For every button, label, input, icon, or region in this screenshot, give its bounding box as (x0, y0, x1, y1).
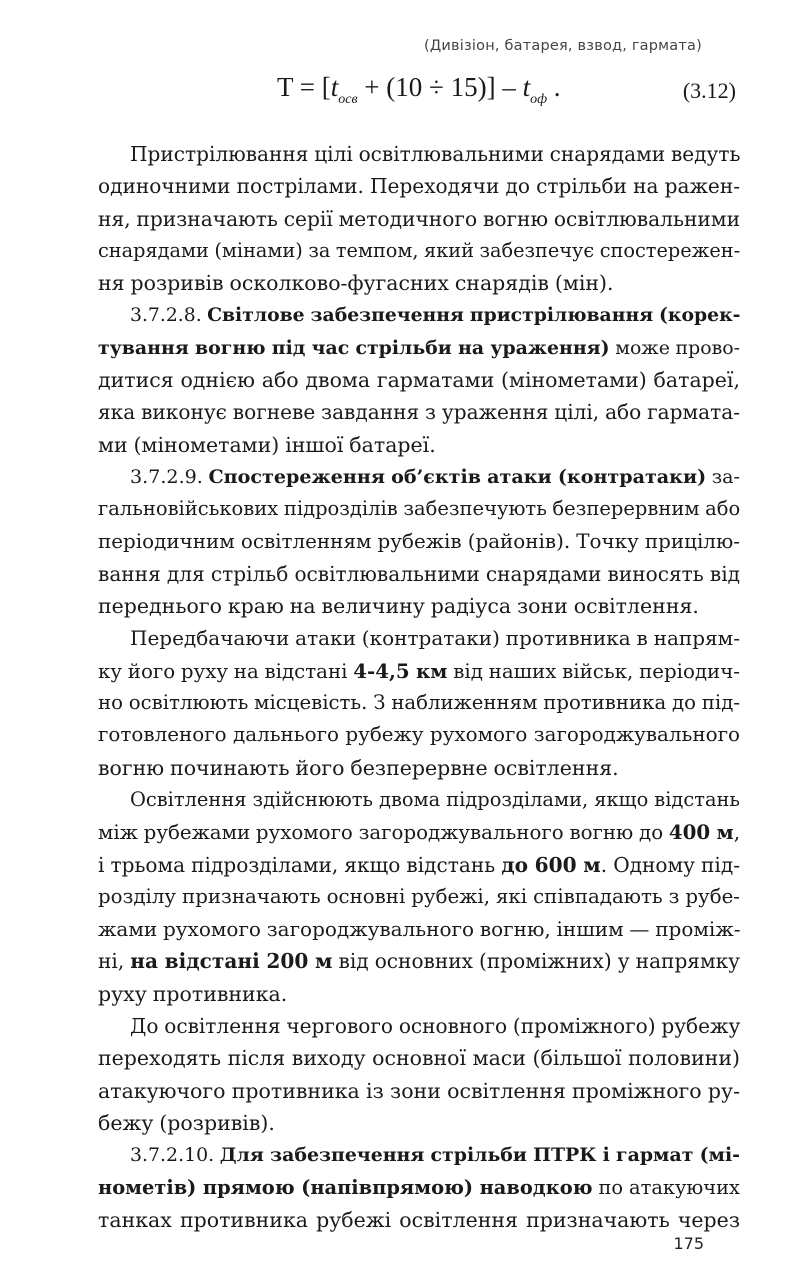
p5-line-3: і трьома підрозділами, якщо відстань до 600 м. Одному під- (98, 852, 741, 877)
p3-line-1: 3.7.2.9. Спостереження об’єктів атаки (контратаки) за- (130, 464, 741, 488)
formula-lhs: T = [ (277, 72, 331, 102)
bold-distance: 4-4,5 км (353, 658, 448, 683)
p7-line-2: нометів) прямою (напівпрямою) наводкою по атакуючих (98, 1175, 740, 1199)
formula-end: . (547, 72, 561, 102)
p1-line-1: Пристрілювання цілі освітлювальними снарядами ведуть (130, 142, 741, 166)
p1-line-2: одиночними пострілами. Переходячи до стрільби на ражен- (98, 174, 740, 199)
bold-heading: Спостереження об’єктів атаки (контратаки) (208, 464, 707, 488)
section-number: 3.7.2.10. (130, 1144, 220, 1167)
running-header: (Дивізіон, батарея, взвод, гармата) (424, 38, 702, 54)
page-number: 175 (673, 1234, 704, 1253)
p5-line-1: Освітлення здійснюють двома підрозділами, якщо відстань (130, 787, 740, 811)
p5-line-7: руху противника. (98, 981, 288, 1006)
p1-line-3: ня, призначають серії методичного вогню освітлювальними (98, 206, 741, 231)
p6-line-4: бежу (розривів). (98, 1110, 275, 1135)
p3-line-5: переднього краю на величину радіуса зони освітлення. (98, 594, 699, 619)
p2-line-4: яка виконує вогневе завдання з ураження цілі, або гармата- (98, 400, 740, 425)
bold-heading: Для забезпечення стрільби ПТРК і гармат (мі- (219, 1144, 740, 1167)
formula-sub-osv: осв (338, 92, 358, 107)
section-number: 3.7.2.9. (130, 464, 209, 488)
p5-line-2: між рубежами рухомого загороджувального вогню до 400 м, (98, 820, 741, 845)
p4-line-4: готовленого дальнього рубежу рухомого загороджувального (98, 723, 740, 747)
p4-line-5: вогню починають його безперервне освітлення. (98, 755, 619, 780)
p4-line-1: Передбачаючи атаки (контратаки) противника в напрям- (130, 626, 740, 651)
p1-line-5: ня розривів осколково-фугасних снарядів (мін). (98, 271, 614, 296)
formula-middle: + (10 ÷ 15)] – (357, 72, 523, 102)
bold-heading: нометів) прямою (напівпрямою) наводкою (98, 1175, 593, 1199)
p2-line-2: тування вогню під час стрільби на ураження) може прово- (98, 336, 740, 359)
formula (277, 72, 561, 107)
bold-distance: до 600 м (501, 852, 601, 877)
formula-sub-of: оф (530, 92, 548, 107)
p6-line-2: переходять після виходу основної маси (більшої половини) (98, 1046, 740, 1071)
p1-line-4: снарядами (мінами) за темпом, який забезпечує спостережен- (98, 238, 741, 262)
formula-t1: t (330, 72, 339, 102)
p2-line-5: ми (мінометами) іншої батареї. (98, 432, 436, 457)
p4-line-3: но освітлюють місцевість. З наближенням противника до під- (98, 691, 740, 715)
p3-line-2: гальновійськових підрозділів забезпечують безперервним або (98, 497, 741, 521)
p6-line-1: До освітлення чергового основного (проміжного) рубежу (130, 1014, 741, 1039)
p6-line-3: атакуючого противника із зони освітлення проміжного ру- (98, 1078, 740, 1103)
p5-line-6: ні, на відстані 200 м від основних (проміжних) у напрямку (98, 949, 740, 974)
bold-distance: на відстані 200 м (130, 949, 333, 974)
bold-heading: тування вогню під час стрільби на ураження) (98, 336, 610, 359)
bold-distance: 400 м (668, 820, 734, 845)
p3-line-3: періодичним освітленням рубежів (районів). Точку прицілю- (98, 529, 740, 553)
body-text (98, 138, 740, 1236)
p5-line-4: розділу призначають основні рубежі, які співпадають з рубе- (98, 884, 740, 908)
p7-line-1 (98, 1139, 740, 1171)
formula-number: (3.12) (682, 78, 736, 103)
formula-t2: t (522, 72, 531, 102)
p5-line-5: жами рухомого загороджувального вогню, іншим — проміж- (98, 917, 741, 942)
p2-line-1 (98, 299, 740, 331)
bold-heading: Світлове забезпечення пристрілювання (корек- (207, 304, 741, 327)
p3-line-4: вання для стрільб освітлювальними снарядами виносять від (98, 561, 740, 586)
p4-line-2: ку його руху на відстані 4-4,5 км від наших військ, періодич- (98, 658, 740, 683)
p2-line-3: дитися однією або двома гарматами (мінометами) батареї, (98, 368, 740, 393)
section-number: 3.7.2.8. (130, 305, 208, 327)
p7-line-3: танках противника рубежі освітлення призначають через (98, 1207, 740, 1232)
